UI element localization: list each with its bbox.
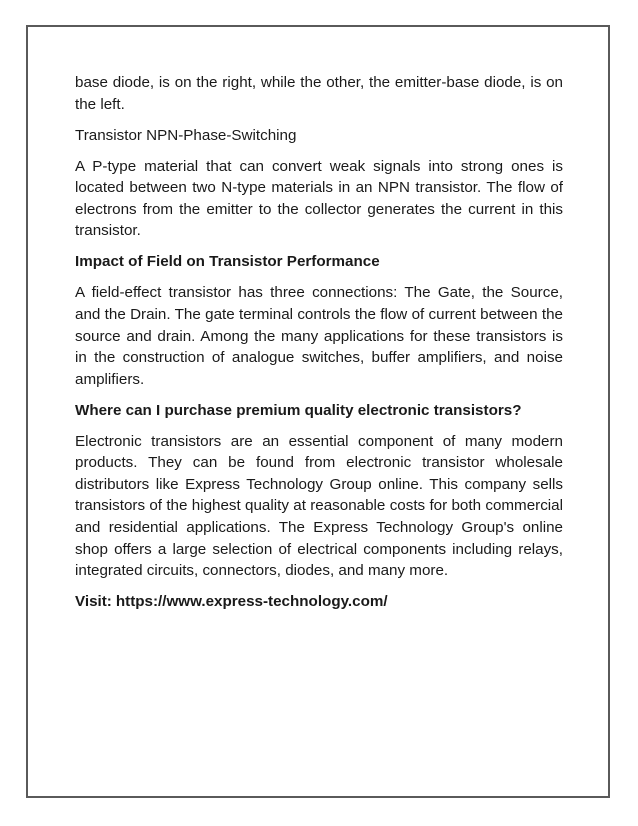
visit-line xyxy=(75,591,563,613)
paragraph-field-effect-transistor: A field-effect transistor has three connections: The Gate, the Source, and the Drain. The gate terminal controls the flow of current between the source and drain. Among the many applications for these transistors is in the construction of analogue switches, buffer amplifiers, and noise amplifiers. xyxy=(75,284,563,388)
visit-url-link[interactable]: https://www.express-technology.com/ xyxy=(115,593,388,611)
heading-where-to-purchase: Where can I purchase premium quality electronic transistors? xyxy=(75,401,522,419)
visit-label: Visit: xyxy=(75,593,112,611)
paragraph-electronic-transistors: Electronic transistors are an essential component of many modern products. They can be found from electronic transistor wholesale distributors like Express Technology Group online. This company sells transistors of the highest quality at reasonable costs for both commercial and residential applications. The Express Technology Group's online shop offers a large selection of electrical components including relays, integrated circuits, connectors, diodes, and many more. xyxy=(75,432,563,580)
heading-field-impact: Impact of Field on Transistor Performance xyxy=(75,253,380,271)
subheading-npn-switching: Transistor NPN-Phase-Switching xyxy=(75,126,297,144)
paragraph-diode-continuation: base diode, is on the right, while the other, the emitter-base diode, is on the left. xyxy=(75,74,563,113)
document-body xyxy=(75,72,563,613)
paragraph-npn-transistor: A P-type material that can convert weak signals into strong ones is located between two N-type materials in an NPN transistor. The flow of electrons from the emitter to the collector generates the current in this transistor. xyxy=(75,157,563,240)
